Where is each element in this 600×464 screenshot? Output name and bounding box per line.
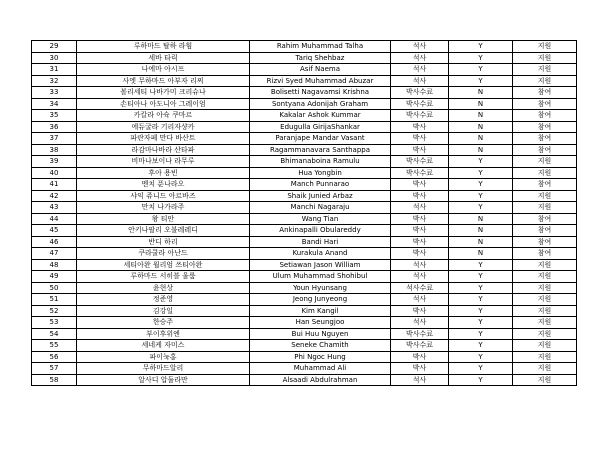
yn-flag-cell: Y (449, 167, 513, 179)
table-row (32, 248, 577, 260)
table-row (32, 202, 577, 214)
korean-name-cell: 에듀굴라 기리자샹카 (77, 121, 250, 133)
korean-name-cell: 카칼라 아슉 쿠마르 (77, 110, 250, 122)
status-cell: 지원 (513, 64, 577, 76)
table-row (32, 340, 577, 352)
status-cell: 지원 (513, 167, 577, 179)
table-row (32, 351, 577, 363)
row-number-cell: 39 (32, 156, 77, 168)
degree-cell: 석사 (391, 374, 449, 386)
yn-flag-cell: Y (449, 328, 513, 340)
table-row (32, 167, 577, 179)
korean-name-cell: 왕 티안 (77, 213, 250, 225)
row-number-cell: 58 (32, 374, 77, 386)
member-table-sheet (31, 40, 570, 416)
korean-name-cell: 라감마나바라 산타파 (77, 144, 250, 156)
row-number-cell: 44 (32, 213, 77, 225)
yn-flag-cell: Y (449, 52, 513, 64)
status-cell: 지원 (513, 41, 577, 53)
degree-cell: 석사 (391, 52, 449, 64)
table-row (32, 374, 577, 386)
status-cell: 참여 (513, 110, 577, 122)
yn-flag-cell: Y (449, 179, 513, 191)
yn-flag-cell: N (449, 133, 513, 145)
table-row (32, 133, 577, 145)
status-cell: 지원 (513, 351, 577, 363)
yn-flag-cell: N (449, 110, 513, 122)
table-row (32, 294, 577, 306)
table-row (32, 236, 577, 248)
english-name-cell: Manch Punnarao (250, 179, 391, 191)
english-name-cell: Alsaadi Abdulrahman (250, 374, 391, 386)
degree-cell: 박사수료 (391, 167, 449, 179)
status-cell: 참여 (513, 121, 577, 133)
row-number-cell: 31 (32, 64, 77, 76)
yn-flag-cell: N (449, 225, 513, 237)
english-name-cell: Bui Huu Nguyen (250, 328, 391, 340)
degree-cell: 박사수료 (391, 98, 449, 110)
yn-flag-cell: Y (449, 271, 513, 283)
degree-cell: 박사수료 (391, 340, 449, 352)
table-row (32, 98, 577, 110)
table-row (32, 271, 577, 283)
row-number-cell: 32 (32, 75, 77, 87)
degree-cell: 석사 (391, 41, 449, 53)
degree-cell: 박사 (391, 133, 449, 145)
yn-flag-cell: Y (449, 64, 513, 76)
yn-flag-cell: N (449, 213, 513, 225)
korean-name-cell: 후아 용빈 (77, 167, 250, 179)
row-number-cell: 55 (32, 340, 77, 352)
korean-name-cell: 세티아완 윌리엄 쓰티아완 (77, 259, 250, 271)
yn-flag-cell: N (449, 236, 513, 248)
korean-name-cell: 세바 타릭 (77, 52, 250, 64)
table-row (32, 64, 577, 76)
row-number-cell: 53 (32, 317, 77, 329)
english-name-cell: Ulum Muhammad Shohibul (250, 271, 391, 283)
table-row (32, 179, 577, 191)
row-number-cell: 30 (32, 52, 77, 64)
degree-cell: 박사 (391, 351, 449, 363)
status-cell: 참여 (513, 98, 577, 110)
status-cell: 참여 (513, 248, 577, 260)
status-cell: 지원 (513, 202, 577, 214)
korean-name-cell: 나에마 아시프 (77, 64, 250, 76)
row-number-cell: 54 (32, 328, 77, 340)
table-row (32, 52, 577, 64)
status-cell: 지원 (513, 52, 577, 64)
korean-name-cell: 손티아나 아도니아 그레이엄 (77, 98, 250, 110)
yn-flag-cell: N (449, 121, 513, 133)
korean-name-cell: 한승주 (77, 317, 250, 329)
status-cell: 지원 (513, 156, 577, 168)
status-cell: 지원 (513, 259, 577, 271)
status-cell: 지원 (513, 305, 577, 317)
row-number-cell: 42 (32, 190, 77, 202)
korean-name-cell: 알사디 압둘라만 (77, 374, 250, 386)
korean-name-cell: 볼리세티 나바가미 크리슈나 (77, 87, 250, 99)
row-number-cell: 41 (32, 179, 77, 191)
table-row (32, 259, 577, 271)
degree-cell: 박사 (391, 236, 449, 248)
row-number-cell: 51 (32, 294, 77, 306)
english-name-cell: Youn Hyunsang (250, 282, 391, 294)
degree-cell: 석사 (391, 64, 449, 76)
yn-flag-cell: Y (449, 340, 513, 352)
member-table (31, 40, 577, 386)
yn-flag-cell: Y (449, 351, 513, 363)
korean-name-cell: 김강일 (77, 305, 250, 317)
korean-name-cell: 멘치 푼나라오 (77, 179, 250, 191)
english-name-cell: Bolisetti Nagavamsi Krishna (250, 87, 391, 99)
table-row (32, 156, 577, 168)
english-name-cell: Tariq Shehbaz (250, 52, 391, 64)
degree-cell: 석사 (391, 317, 449, 329)
table-row (32, 121, 577, 133)
yn-flag-cell: Y (449, 202, 513, 214)
status-cell: 참여 (513, 87, 577, 99)
row-number-cell: 43 (32, 202, 77, 214)
status-cell: 지원 (513, 328, 577, 340)
table-row (32, 110, 577, 122)
korean-name-cell: 윤현상 (77, 282, 250, 294)
status-cell: 지원 (513, 271, 577, 283)
korean-name-cell: 정준영 (77, 294, 250, 306)
yn-flag-cell: Y (449, 190, 513, 202)
status-cell: 참여 (513, 225, 577, 237)
table-row (32, 328, 577, 340)
row-number-cell: 47 (32, 248, 77, 260)
degree-cell: 박사 (391, 225, 449, 237)
row-number-cell: 50 (32, 282, 77, 294)
english-name-cell: Asif Naema (250, 64, 391, 76)
table-row (32, 305, 577, 317)
degree-cell: 박사 (391, 363, 449, 375)
yn-flag-cell: Y (449, 363, 513, 375)
english-name-cell: Jeong Junyeong (250, 294, 391, 306)
row-number-cell: 52 (32, 305, 77, 317)
degree-cell: 박사수료 (391, 328, 449, 340)
yn-flag-cell: N (449, 144, 513, 156)
table-row (32, 225, 577, 237)
row-number-cell: 46 (32, 236, 77, 248)
status-cell: 참여 (513, 144, 577, 156)
korean-name-cell: 루하마드 탈하 라힘 (77, 41, 250, 53)
degree-cell: 박사 (391, 144, 449, 156)
korean-name-cell: 파란자페 만다 바산트 (77, 133, 250, 145)
english-name-cell: Setiawan Jason William (250, 259, 391, 271)
korean-name-cell: 부이후위엔 (77, 328, 250, 340)
english-name-cell: Kurakula Anand (250, 248, 391, 260)
row-number-cell: 45 (32, 225, 77, 237)
korean-name-cell: 비마나보이나 라무루 (77, 156, 250, 168)
yn-flag-cell: Y (449, 75, 513, 87)
yn-flag-cell: N (449, 98, 513, 110)
row-number-cell: 49 (32, 271, 77, 283)
row-number-cell: 38 (32, 144, 77, 156)
row-number-cell: 29 (32, 41, 77, 53)
yn-flag-cell: Y (449, 156, 513, 168)
english-name-cell: Muhammad Ali (250, 363, 391, 375)
yn-flag-cell: Y (449, 294, 513, 306)
row-number-cell: 37 (32, 133, 77, 145)
degree-cell: 박사 (391, 190, 449, 202)
degree-cell: 석사 (391, 259, 449, 271)
row-number-cell: 36 (32, 121, 77, 133)
korean-name-cell: 샤익 쥬니드 아르바즈 (77, 190, 250, 202)
status-cell: 지원 (513, 317, 577, 329)
table-row (32, 317, 577, 329)
degree-cell: 석사수료 (391, 282, 449, 294)
korean-name-cell: 세네케 자미스 (77, 340, 250, 352)
english-name-cell: Ankinapalli Obulareddy (250, 225, 391, 237)
status-cell: 참여 (513, 213, 577, 225)
status-cell: 지원 (513, 282, 577, 294)
korean-name-cell: 루하마드 서히블 울룸 (77, 271, 250, 283)
english-name-cell: Kakalar Ashok Kummar (250, 110, 391, 122)
status-cell: 지원 (513, 294, 577, 306)
degree-cell: 박사 (391, 305, 449, 317)
korean-name-cell: 반디 하리 (77, 236, 250, 248)
degree-cell: 석사 (391, 271, 449, 283)
row-number-cell: 33 (32, 87, 77, 99)
status-cell: 지원 (513, 340, 577, 352)
english-name-cell: Manchi Nagaraju (250, 202, 391, 214)
english-name-cell: Paranjape Mandar Vasant (250, 133, 391, 145)
english-name-cell: Rahim Muhammad Talha (250, 41, 391, 53)
english-name-cell: Bandi Hari (250, 236, 391, 248)
table-row (32, 363, 577, 375)
english-name-cell: Edugulla GirijaShankar (250, 121, 391, 133)
table-row (32, 41, 577, 53)
korean-name-cell: 파이눅홍 (77, 351, 250, 363)
degree-cell: 석사 (391, 202, 449, 214)
yn-flag-cell: Y (449, 41, 513, 53)
degree-cell: 석사 (391, 75, 449, 87)
table-row (32, 144, 577, 156)
yn-flag-cell: Y (449, 282, 513, 294)
degree-cell: 석사 (391, 294, 449, 306)
table-row (32, 282, 577, 294)
row-number-cell: 48 (32, 259, 77, 271)
status-cell: 지원 (513, 363, 577, 375)
yn-flag-cell: N (449, 87, 513, 99)
korean-name-cell: 만치 나가라주 (77, 202, 250, 214)
english-name-cell: Hua Yongbin (250, 167, 391, 179)
member-table-body (32, 41, 577, 386)
row-number-cell: 34 (32, 98, 77, 110)
english-name-cell: Kim Kangil (250, 305, 391, 317)
english-name-cell: Bhimanaboina Ramulu (250, 156, 391, 168)
status-cell: 참여 (513, 133, 577, 145)
row-number-cell: 56 (32, 351, 77, 363)
row-number-cell: 57 (32, 363, 77, 375)
table-row (32, 87, 577, 99)
status-cell: 지원 (513, 75, 577, 87)
status-cell: 참여 (513, 236, 577, 248)
row-number-cell: 35 (32, 110, 77, 122)
status-cell: 지원 (513, 374, 577, 386)
korean-name-cell: 무하마드알리 (77, 363, 250, 375)
degree-cell: 박사 (391, 213, 449, 225)
yn-flag-cell: Y (449, 305, 513, 317)
english-name-cell: Shaik Junied Arbaz (250, 190, 391, 202)
yn-flag-cell: N (449, 248, 513, 260)
korean-name-cell: 안키나팔리 오불레레디 (77, 225, 250, 237)
korean-name-cell: 사엣 무하마드 아부자 리찌 (77, 75, 250, 87)
yn-flag-cell: Y (449, 317, 513, 329)
yn-flag-cell: Y (449, 259, 513, 271)
english-name-cell: Ragammanavara Santhappa (250, 144, 391, 156)
degree-cell: 박사수료 (391, 87, 449, 99)
yn-flag-cell: Y (449, 374, 513, 386)
table-row (32, 190, 577, 202)
english-name-cell: Seneke Chamith (250, 340, 391, 352)
english-name-cell: Phi Ngoc Hung (250, 351, 391, 363)
english-name-cell: Rizvi Syed Muhammad Abuzar (250, 75, 391, 87)
row-number-cell: 40 (32, 167, 77, 179)
english-name-cell: Wang Tian (250, 213, 391, 225)
degree-cell: 박사 (391, 121, 449, 133)
degree-cell: 박사수료 (391, 156, 449, 168)
korean-name-cell: 쿠라쿨라 아난드 (77, 248, 250, 260)
degree-cell: 박사 (391, 248, 449, 260)
status-cell: 지원 (513, 190, 577, 202)
english-name-cell: Sontyana Adonijah Graham (250, 98, 391, 110)
table-row (32, 75, 577, 87)
status-cell: 참여 (513, 179, 577, 191)
degree-cell: 박사수료 (391, 110, 449, 122)
english-name-cell: Han Seungjoo (250, 317, 391, 329)
degree-cell: 박사 (391, 179, 449, 191)
table-row (32, 213, 577, 225)
